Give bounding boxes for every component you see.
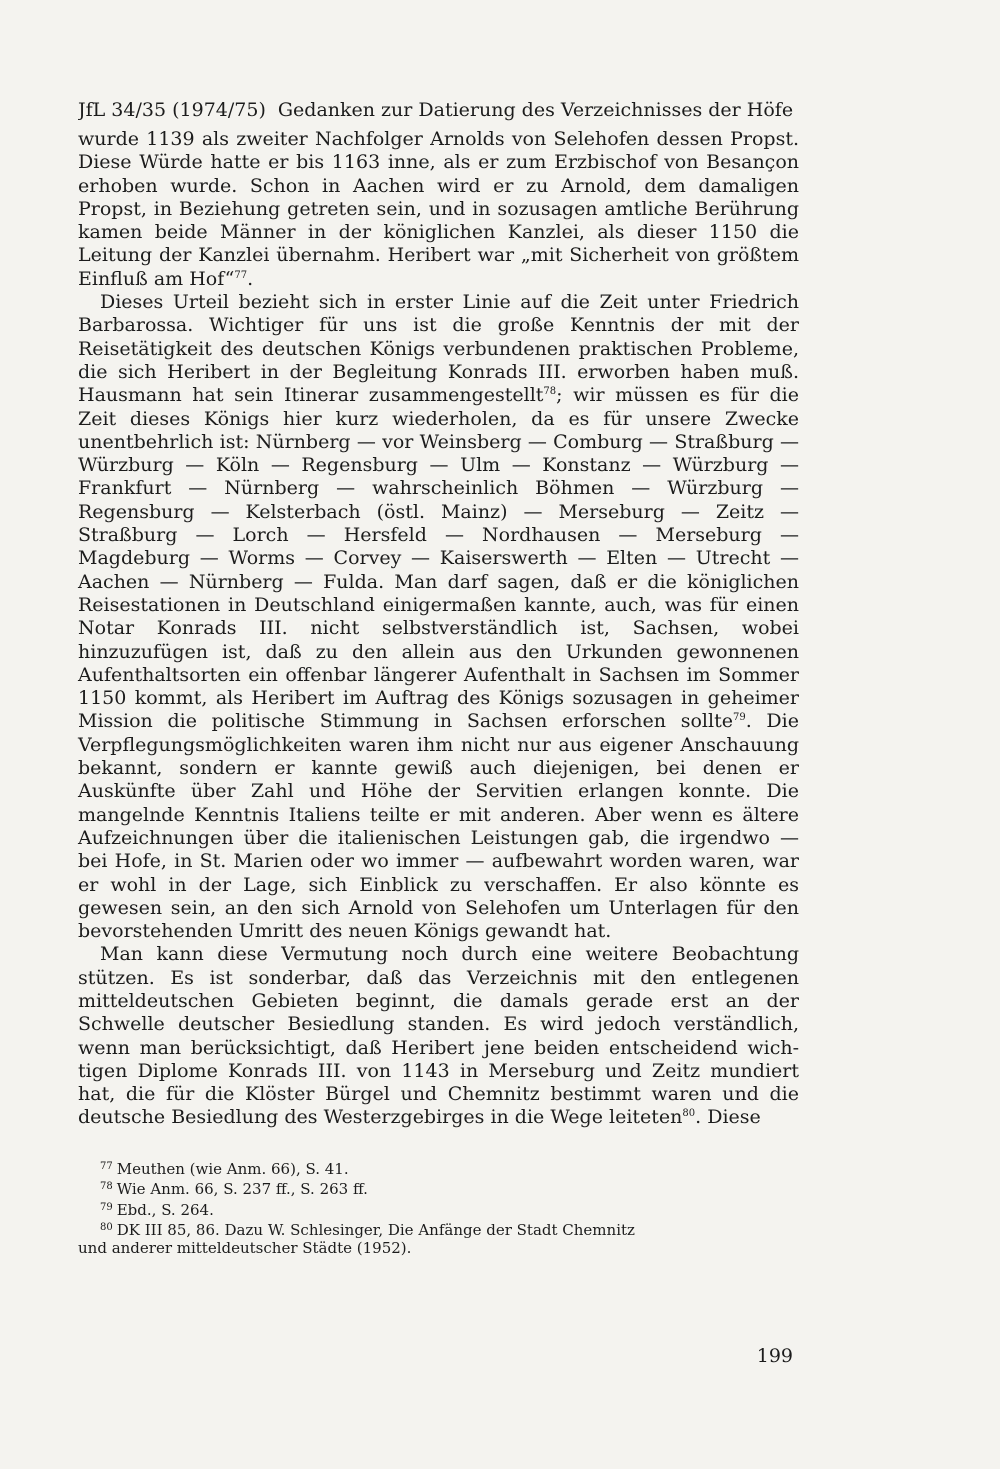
footnote-number: 80: [100, 1222, 113, 1234]
footnote: [78, 1219, 799, 1240]
journal-reference: JfL 34/35 (1974/75): [78, 99, 266, 121]
footnote-ref: 80: [682, 1108, 696, 1120]
footnotes: [78, 1158, 799, 1258]
footnote-ref: 77: [234, 269, 248, 281]
paragraph: [78, 128, 799, 291]
footnote-number: 78: [100, 1181, 113, 1193]
footnote: [78, 1178, 799, 1199]
footnote-text: Ebd., S. 264.: [116, 1200, 214, 1219]
text-run: . Die Verpflegungsmöglichkeiten waren ihm nicht nur aus eigener Anschauung bekannt, sondern er kannte gewiß auch diejenigen, bei denen er Auskünfte über Zahl und Höhe der Servitien erlangen konnte. Die mangelnde Kenntnis Italiens teilte er mit anderen. Aber wenn es ältere Aufzeichnungen über die italienischen Leistungen gab, die irgendwo — bei Hofe, in St. Marien oder wo immer — aufbewahrt worden waren, war er wohl in der Lage, sich Einblick zu verschaffen. Er also könnte es gewesen sein, an den sich Arnold von Selehofen um Unterlagen für den bevorstehenden Umritt des neuen Königs gewandt hat.: [78, 710, 799, 943]
paragraph: [78, 291, 799, 943]
page-number: 199: [756, 1345, 793, 1367]
footnote-text: Wie Anm. 66, S. 237 ff., S. 263 ff.: [116, 1180, 368, 1199]
footnote-number: 79: [100, 1201, 113, 1213]
footnote: [78, 1199, 799, 1220]
text-run: .: [247, 267, 254, 290]
text-run: Dieses Urteil bezieht sich in erster Linie auf die Zeit unter Friedrich Barbarossa. Wichtiger für uns ist die große Kenntnis der mit der Reisetätigkeit des deutschen Königs verbundenen praktischen Probleme, die sich Heribert in der Begleitung Konrads III. erworben haben muß. Hausmann hat sein Itinerar zusammengestellt: [78, 291, 799, 407]
footnote-number: 77: [100, 1160, 113, 1172]
footnote: [78, 1240, 799, 1258]
article-title: Gedanken zur Datierung des Verzeichnisses der Höfe: [277, 99, 794, 121]
footnote-text: Meuthen (wie Anm. 66), S. 41.: [116, 1159, 349, 1178]
text-run: Man kann diese Vermutung noch durch eine weitere Beobachtung stützen. Es ist sonderbar, daß das Verzeichnis mit den entlegenen mitteldeutschen Gebieten beginnt, die damals gerade erst an der Schwelle deutscher Besiedlung standen. Es wird jedoch verständlich, wenn man berücksichtigt, daß Heribert jene beiden entscheidend wichtigen Diplome Konrads III. von 1143 in Merseburg und Zeitz mundiert hat, die für die Klöster Bürgel und Chemnitz bestimmt waren und die deutsche Besiedlung des Westerzgebirges in die Wege leiteten: [78, 943, 799, 1129]
text-run: . Diese: [695, 1106, 761, 1129]
paragraph: [78, 943, 799, 1129]
body-text: [78, 128, 799, 1130]
footnote: [78, 1158, 799, 1179]
footnote-ref: 78: [543, 386, 557, 398]
running-header: [78, 98, 799, 128]
footnote-ref: 79: [732, 712, 746, 724]
footnote-text: und anderer mitteldeutscher Städte (1952).: [78, 1238, 412, 1257]
text-run: ; wir müssen es für die Zeit dieses Königs hier kurz wiederholen, da es für unsere Zwecke unentbehrlich ist: Nürnberg — vor Weinsberg — Comburg — Straßburg — Würzburg — Köln — Regensburg — Ulm — Konstanz — Würzburg — Frankfurt — Nürnberg — wahrscheinlich Böhmen — Würzburg — Regensburg — Kelsterbach (östl. Mainz) — Merseburg — Zeitz — Straßburg — Lorch — Hersfeld — Nordhausen — Merseburg — Magdeburg — Worms — Corvey — Kaiserswerth — Elten — Utrecht — Aachen — Nürnberg — Fulda. Man darf sagen, daß er die königlichen Reisestationen in Deutschland einigermaßen kannte, auch, was für einen Notar Konrads III. nicht selbstverständlich ist, Sachsen, wobei hinzuzufügen ist, daß zu den allein aus den Urkunden gewonnenen Aufenthaltsorten ein offenbar längerer Aufenthalt in Sachsen im Sommer 1150 kommt, als Heribert im Auftrag des Königs sozusagen in geheimer Mission die politische Stimmung in Sachsen erforschen sollte: [78, 384, 799, 733]
text-run: wurde 1139 als zweiter Nachfolger Arnolds von Selehofen dessen Propst. Diese Würde hatte er bis 1163 inne, als er zum Erzbischof von Besançon erhoben wurde. Schon in Aachen wird er zu Arnold, dem damaligen Propst, in Beziehung getreten sein, und in sozusagen amtliche Berührung kamen beide Männer in der königlichen Kanzlei, als dieser 1150 die Leitung der Kanzlei übernahm. Heribert war „mit Sicherheit von größtem Einfluß am Hof“: [78, 128, 799, 290]
footnote-text: DK III 85, 86. Dazu W. Schlesinger, Die Anfänge der Stadt Chemnitz: [116, 1221, 635, 1240]
document-page: [78, 98, 799, 1388]
